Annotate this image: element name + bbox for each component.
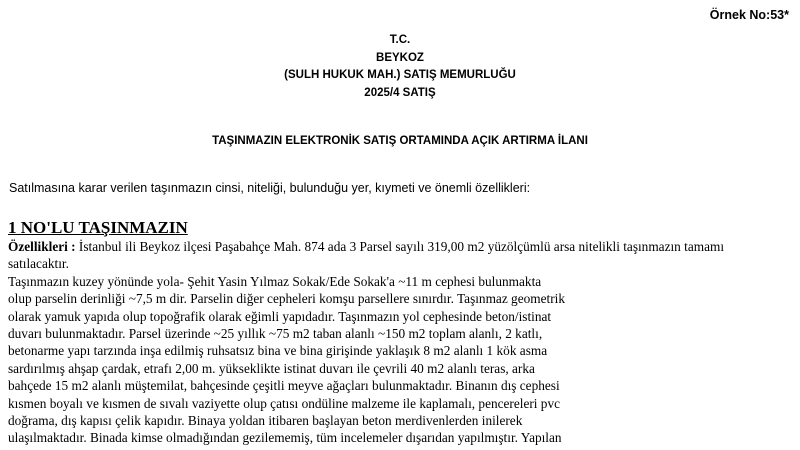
description-line: Taşınmazın kuzey yönünde yola- Şehit Yasin Yılmaz Sokak/Ede Sokak'a ~11 m cephesi bulunmakta	[8, 273, 542, 289]
features-label: Özellikleri :	[8, 239, 76, 254]
description-line: olarak yamuk yapıda olup topoğrafik olarak eğimli yapıdadır. Taşınmazın yol cephesinde beton/istinat	[8, 308, 552, 324]
description-line: betonarme yapı tarzında inşa edilmiş ruhsatsız bina ve bina girişinde yaklaşık 8 m2 alanlı 1 kök asma	[8, 343, 548, 359]
intro-text: Satılmasına karar verilen taşınmazın cinsi, niteliği, bulunduğu yer, kıymeti ve önemli özellikleri:	[9, 181, 531, 195]
header-republic: T.C.	[389, 34, 411, 46]
description-line: satılacaktır.	[8, 256, 69, 272]
description-line: ulaşılmaktadır. Binada kimse olmadığından gezilememiş, tüm incelemeler dışarıdan yapılmıştır. Yapılan	[8, 430, 562, 446]
property-heading: 1 NO'LU TAŞINMAZIN	[8, 218, 188, 237]
description-line: duvarı bulunmaktadır. Parsel üzerinde ~25 yıllık ~75 m2 taban alanlı ~150 m2 toplam alanlı, 2 katlı,	[8, 325, 543, 341]
property-description	[8, 238, 793, 447]
header-file-number: 2025/4 SATIŞ	[364, 86, 436, 99]
description-line: sardırılmış ahşap çardak, etrafı 2,00 m. yükseklikte istinat duvarı ile çevrili 40 m2 alanlı teras, arka	[8, 360, 535, 376]
header-district: BEYKOZ	[376, 51, 424, 64]
description-line: doğrama, dış kapısı çelik kapıdır. Binaya yoldan itibaren başlayan beton merdivenlerden inilerek	[8, 412, 523, 428]
sample-number: Örnek No:53*	[709, 8, 789, 22]
description-line: kısmen boyalı ve kısmen de sıvalı vaziyette olup çatısı ondüline malzeme ile kaplamalı, pencereleri pvc	[8, 395, 561, 411]
description-line: bahçede 15 m2 alanlı müştemilat, bahçesinde çeşitli meyve ağaçları bulunmaktadır. Binanın dış cephesi	[8, 378, 560, 394]
description-line: olup parselin derinliği ~7,5 m dir. Parselin diğer cepheleri komşu parsellere sınırdır. Taşınmaz geometrik	[8, 291, 565, 307]
announcement-title: TAŞINMAZIN ELEKTRONİK SATIŞ ORTAMINDA AÇIK ARTIRMA İLANI	[212, 135, 588, 147]
property-features-line	[8, 238, 793, 255]
header-office: (SULH HUKUK MAH.) SATIŞ MEMURLUĞU	[284, 69, 516, 81]
document-header	[0, 32, 800, 102]
features-text: İstanbul ili Beykoz ilçesi Paşabahçe Mah. 874 ada 3 Parsel sayılı 319,00 m2 yüzölçümlü arsa nitelikli taşınmazın tamamı	[75, 239, 725, 254]
